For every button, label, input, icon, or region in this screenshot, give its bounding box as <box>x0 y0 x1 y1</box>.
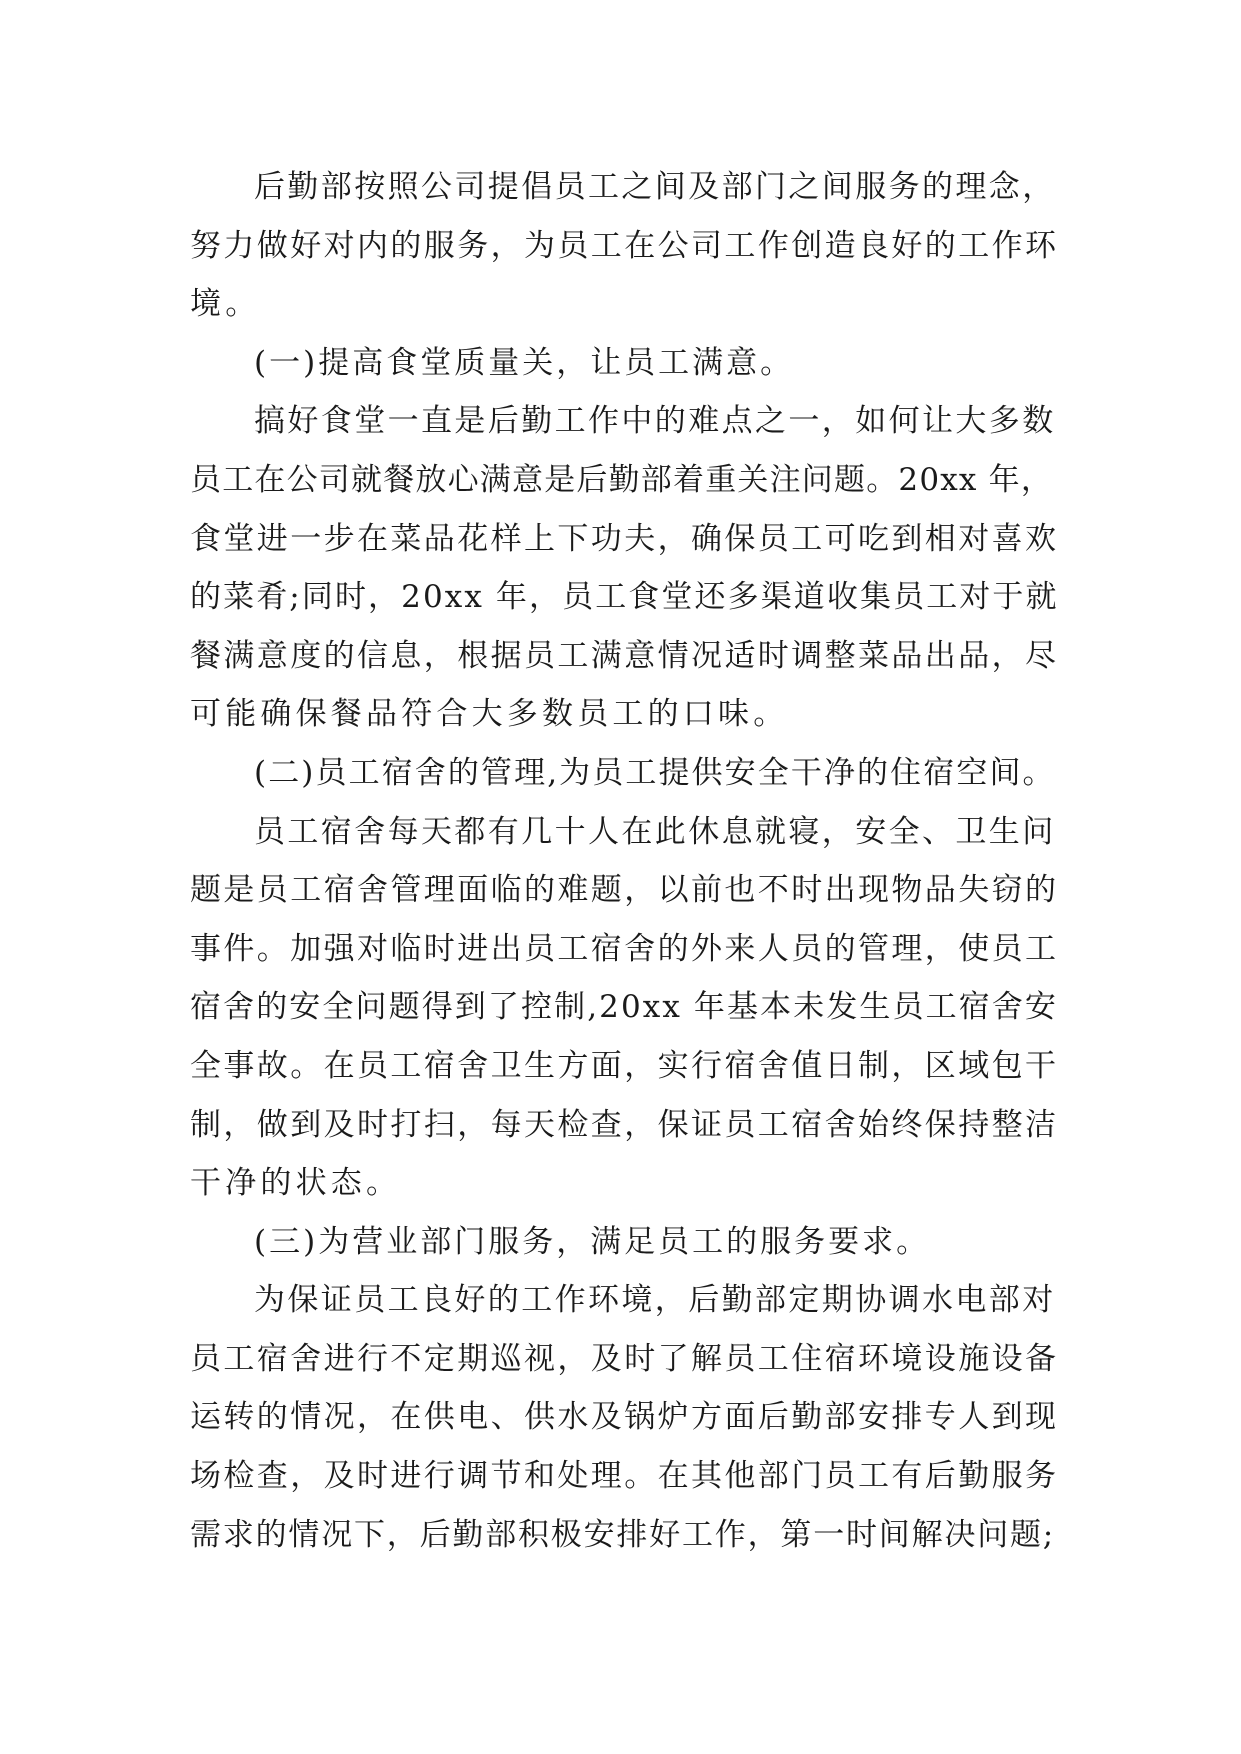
paragraph-line: 员工宿舍进行不定期巡视，及时了解员工住宿环境设施设备 <box>190 1340 1059 1377</box>
paragraph-line: 宿舍的安全问题得到了控制,20xx 年基本未发生员工宿舍安 <box>190 989 1059 1026</box>
paragraph-line: 制，做到及时打扫，每天检查，保证员工宿舍始终保持整洁 <box>190 1106 1059 1143</box>
section-heading-3: (三)为营业部门服务，满足员工的服务要求。 <box>254 1223 931 1260</box>
paragraph-line: 事件。加强对临时进出员工宿舍的外来人员的管理，使员工 <box>190 930 1059 967</box>
paragraph-line: 境。 <box>190 286 261 323</box>
paragraph-line: 员工在公司就餐放心满意是后勤部着重关注问题。20xx 年， <box>190 461 1054 498</box>
paragraph-line: 全事故。在员工宿舍卫生方面，实行宿舍值日制，区域包干 <box>190 1047 1059 1084</box>
paragraph-line: 运转的情况，在供电、供水及锅炉方面后勤部安排专人到现 <box>190 1399 1059 1436</box>
section-heading-1: (一)提高食堂质量关，让员工满意。 <box>254 344 795 381</box>
paragraph-line: 后勤部按照公司提倡员工之间及部门之间服务的理念， <box>254 169 1056 205</box>
paragraph-line: 干净的状态。 <box>190 1165 402 1202</box>
paragraph-line: 餐满意度的信息，根据员工满意情况适时调整菜品出品，尽 <box>190 637 1059 674</box>
paragraph-line: 努力做好对内的服务，为员工在公司工作创造良好的工作环 <box>190 227 1059 264</box>
paragraph-line: 员工宿舍每天都有几十人在此休息就寝，安全、卫生问 <box>254 813 1056 850</box>
paragraph-line: 的菜肴;同时，20xx 年，员工食堂还多渠道收集员工对于就 <box>190 579 1059 616</box>
section-heading-2: (二)员工宿舍的管理,为员工提供安全干净的住宿空间。 <box>254 754 1056 791</box>
paragraph-line: 搞好食堂一直是后勤工作中的难点之一，如何让大多数 <box>254 403 1056 440</box>
paragraph-line: 需求的情况下，后勤部积极安排好工作，第一时间解决问题; <box>190 1516 1056 1553</box>
paragraph-line: 食堂进一步在菜品花样上下功夫，确保员工可吃到相对喜欢 <box>190 520 1059 557</box>
paragraph-line: 为保证员工良好的工作环境，后勤部定期协调水电部对 <box>254 1282 1056 1319</box>
paragraph-line: 可能确保餐品符合大多数员工的口味。 <box>190 696 789 733</box>
paragraph-line: 题是员工宿舍管理面临的难题，以前也不时出现物品失窃的 <box>190 872 1059 909</box>
document-body <box>190 158 1060 1564</box>
paragraph-line: 场检查，及时进行调节和处理。在其他部门员工有后勤服务 <box>190 1458 1059 1495</box>
